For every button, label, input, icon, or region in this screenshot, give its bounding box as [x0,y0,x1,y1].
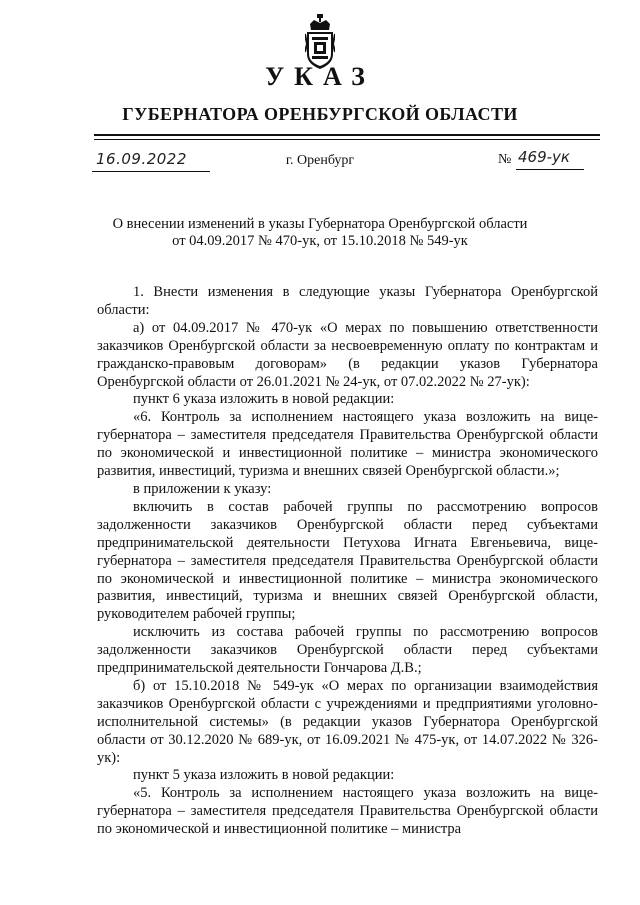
paragraph-a: а) от 04.09.2017 № 470-ук «О мерах по повышению ответственности заказчиков Оренбургской области за несвоевременную оплату по контрактам и гражданско-правовым договорам» (в редакции указов Губернатора Оренбургской области от 26.01.2021 № 24-ук, от 07.02.2022 № 27-ук): [97,319,598,390]
paragraph-point-5-intro: пункт 5 указа изложить в новой редакции: [133,767,395,784]
paragraph-point-6-text: «6. Контроль за исполнением настоящего указа возложить на вице-губернатора – заместителя председателя Правительства Оренбургской области по экономической и инвестиционной политике – министра экономического развития, инвестиций, туризма и внешних связей Оренбургской области.»; [97,409,598,480]
decree-subject [0,216,640,250]
date-underline [92,171,210,172]
number-label: № [498,152,512,167]
decree-subject-line-2: от 04.09.2017 № 470-ук, от 15.10.2018 № 549-ук [172,233,468,249]
paragraph-b: б) от 15.10.2018 № 549-ук «О мерах по организации взаимодействия заказчиков Оренбургской области с учреждениями и предприятиями уголовно-исполнительной системы» (в редакции указов Губернатора Оренбургской области от 30.12.2020 № 689-ук, от 16.09.2021 № 475-ук, от 14.07.2022 № 326-ук): [97,677,598,766]
decree-body [97,284,598,839]
paragraph-annex-intro: в приложении к указу: [133,480,272,497]
handwritten-number: 469-ук [518,148,570,166]
paragraph-1: 1. Внести изменения в следующие указы Губернатора Оренбургской области: [97,284,598,318]
issuer-title: ГУБЕРНАТОРА ОРЕНБУРГСКОЙ ОБЛАСТИ [122,104,518,124]
header-rule-thin [94,139,600,140]
header-rule-thick [94,134,600,136]
paragraph-point-6-intro: пункт 6 указа изложить в новой редакции: [133,391,395,408]
document-title: УКАЗ [265,62,375,91]
paragraph-include: включить в состав рабочей группы по рассмотрению вопросов задолженности заказчиков Оренбургской области перед субъектами предпринимательской деятельности Петухова Игната Евгеньевича, вице-губернатора – заместителя председателя Правительства Оренбургской области по экономической и инвестиционной политике – министра экономического развития, инвестиций, туризма и внешних связей Оренбургской области, руководителем рабочей группы; [97,498,598,623]
handwritten-date: 16.09.2022 [96,150,187,168]
decree-subject-line-1: О внесении изменений в указы Губернатора Оренбургской области [112,216,528,232]
paragraph-exclude: исключить из состава рабочей группы по рассмотрению вопросов задолженности заказчиков Оренбургской области перед субъектами предпринимательской деятельности Гончарова Д.В.; [97,624,598,677]
city: г. Оренбург [285,153,355,168]
number-underline [516,169,584,170]
paragraph-point-5-text: «5. Контроль за исполнением настоящего указа возложить на вице-губернатора – заместителя председателя Правительства Оренбургской области по экономической и инвестиционной политике – министра [97,785,598,838]
